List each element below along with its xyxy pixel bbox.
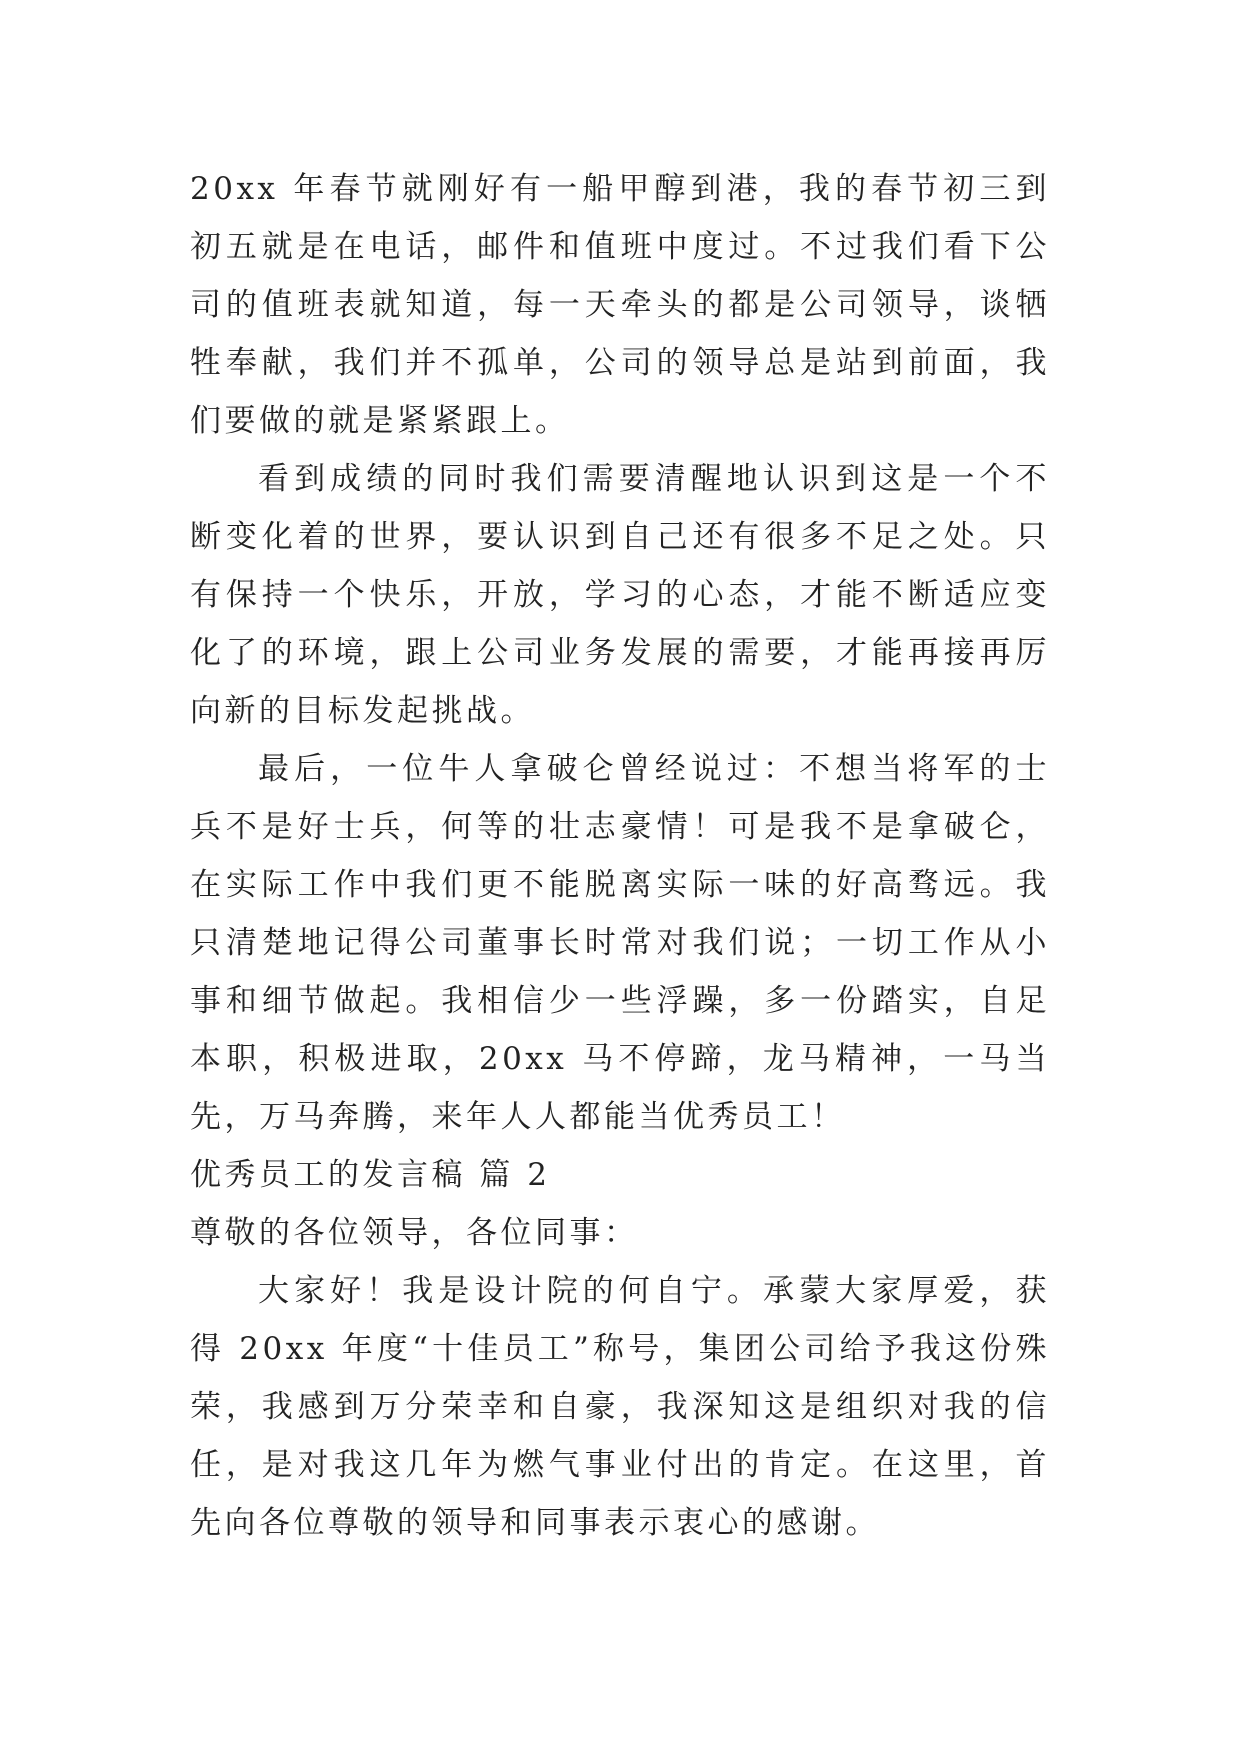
paragraph-conclusion: 最后，一位牛人拿破仑曾经说过：不想当将军的士兵不是好士兵，何等的壮志豪情！可是我不是拿破仑，在实际工作中我们更不能脱离实际一味的好高骛远。我只清楚地记得公司董事长时常对我们说；一切工作从小事和细节做起。我相信少一些浮躁，多一份踏实，自足本职，积极进取，20xx 马不停蹄，龙马精神，一马当先，万马奔腾，来年人人都能当优秀员工！ (190, 751, 1050, 1135)
document-body (190, 160, 1050, 1552)
section-title: 优秀员工的发言稿 篇 2 (190, 1157, 551, 1193)
paragraph-speech-opening: 大家好！我是设计院的何自宁。承蒙大家厚爱，获得 20xx 年度“十佳员工”称号，集团公司给予我这份殊荣，我感到万分荣幸和自豪，我深知这是组织对我的信任，是对我这几年为燃气事业付出的肯定。在这里，首先向各位尊敬的领导和同事表示衷心的感谢。 (190, 1273, 1050, 1541)
paragraph-achievements: 看到成绩的同时我们需要清醒地认识到这是一个不断变化着的世界，要认识到自己还有很多不足之处。只有保持一个快乐，开放，学习的心态，才能不断适应变化了的环境，跟上公司业务发展的需要，才能再接再厉向新的目标发起挑战。 (190, 461, 1050, 729)
salutation: 尊敬的各位领导，各位同事： (190, 1215, 639, 1251)
paragraph-spring-festival: 20xx 年春节就刚好有一船甲醇到港，我的春节初三到初五就是在电话，邮件和值班中度过。不过我们看下公司的值班表就知道，每一天牵头的都是公司领导，谈牺牲奉献，我们并不孤单，公司的领导总是站到前面，我们要做的就是紧紧跟上。 (190, 171, 1050, 439)
